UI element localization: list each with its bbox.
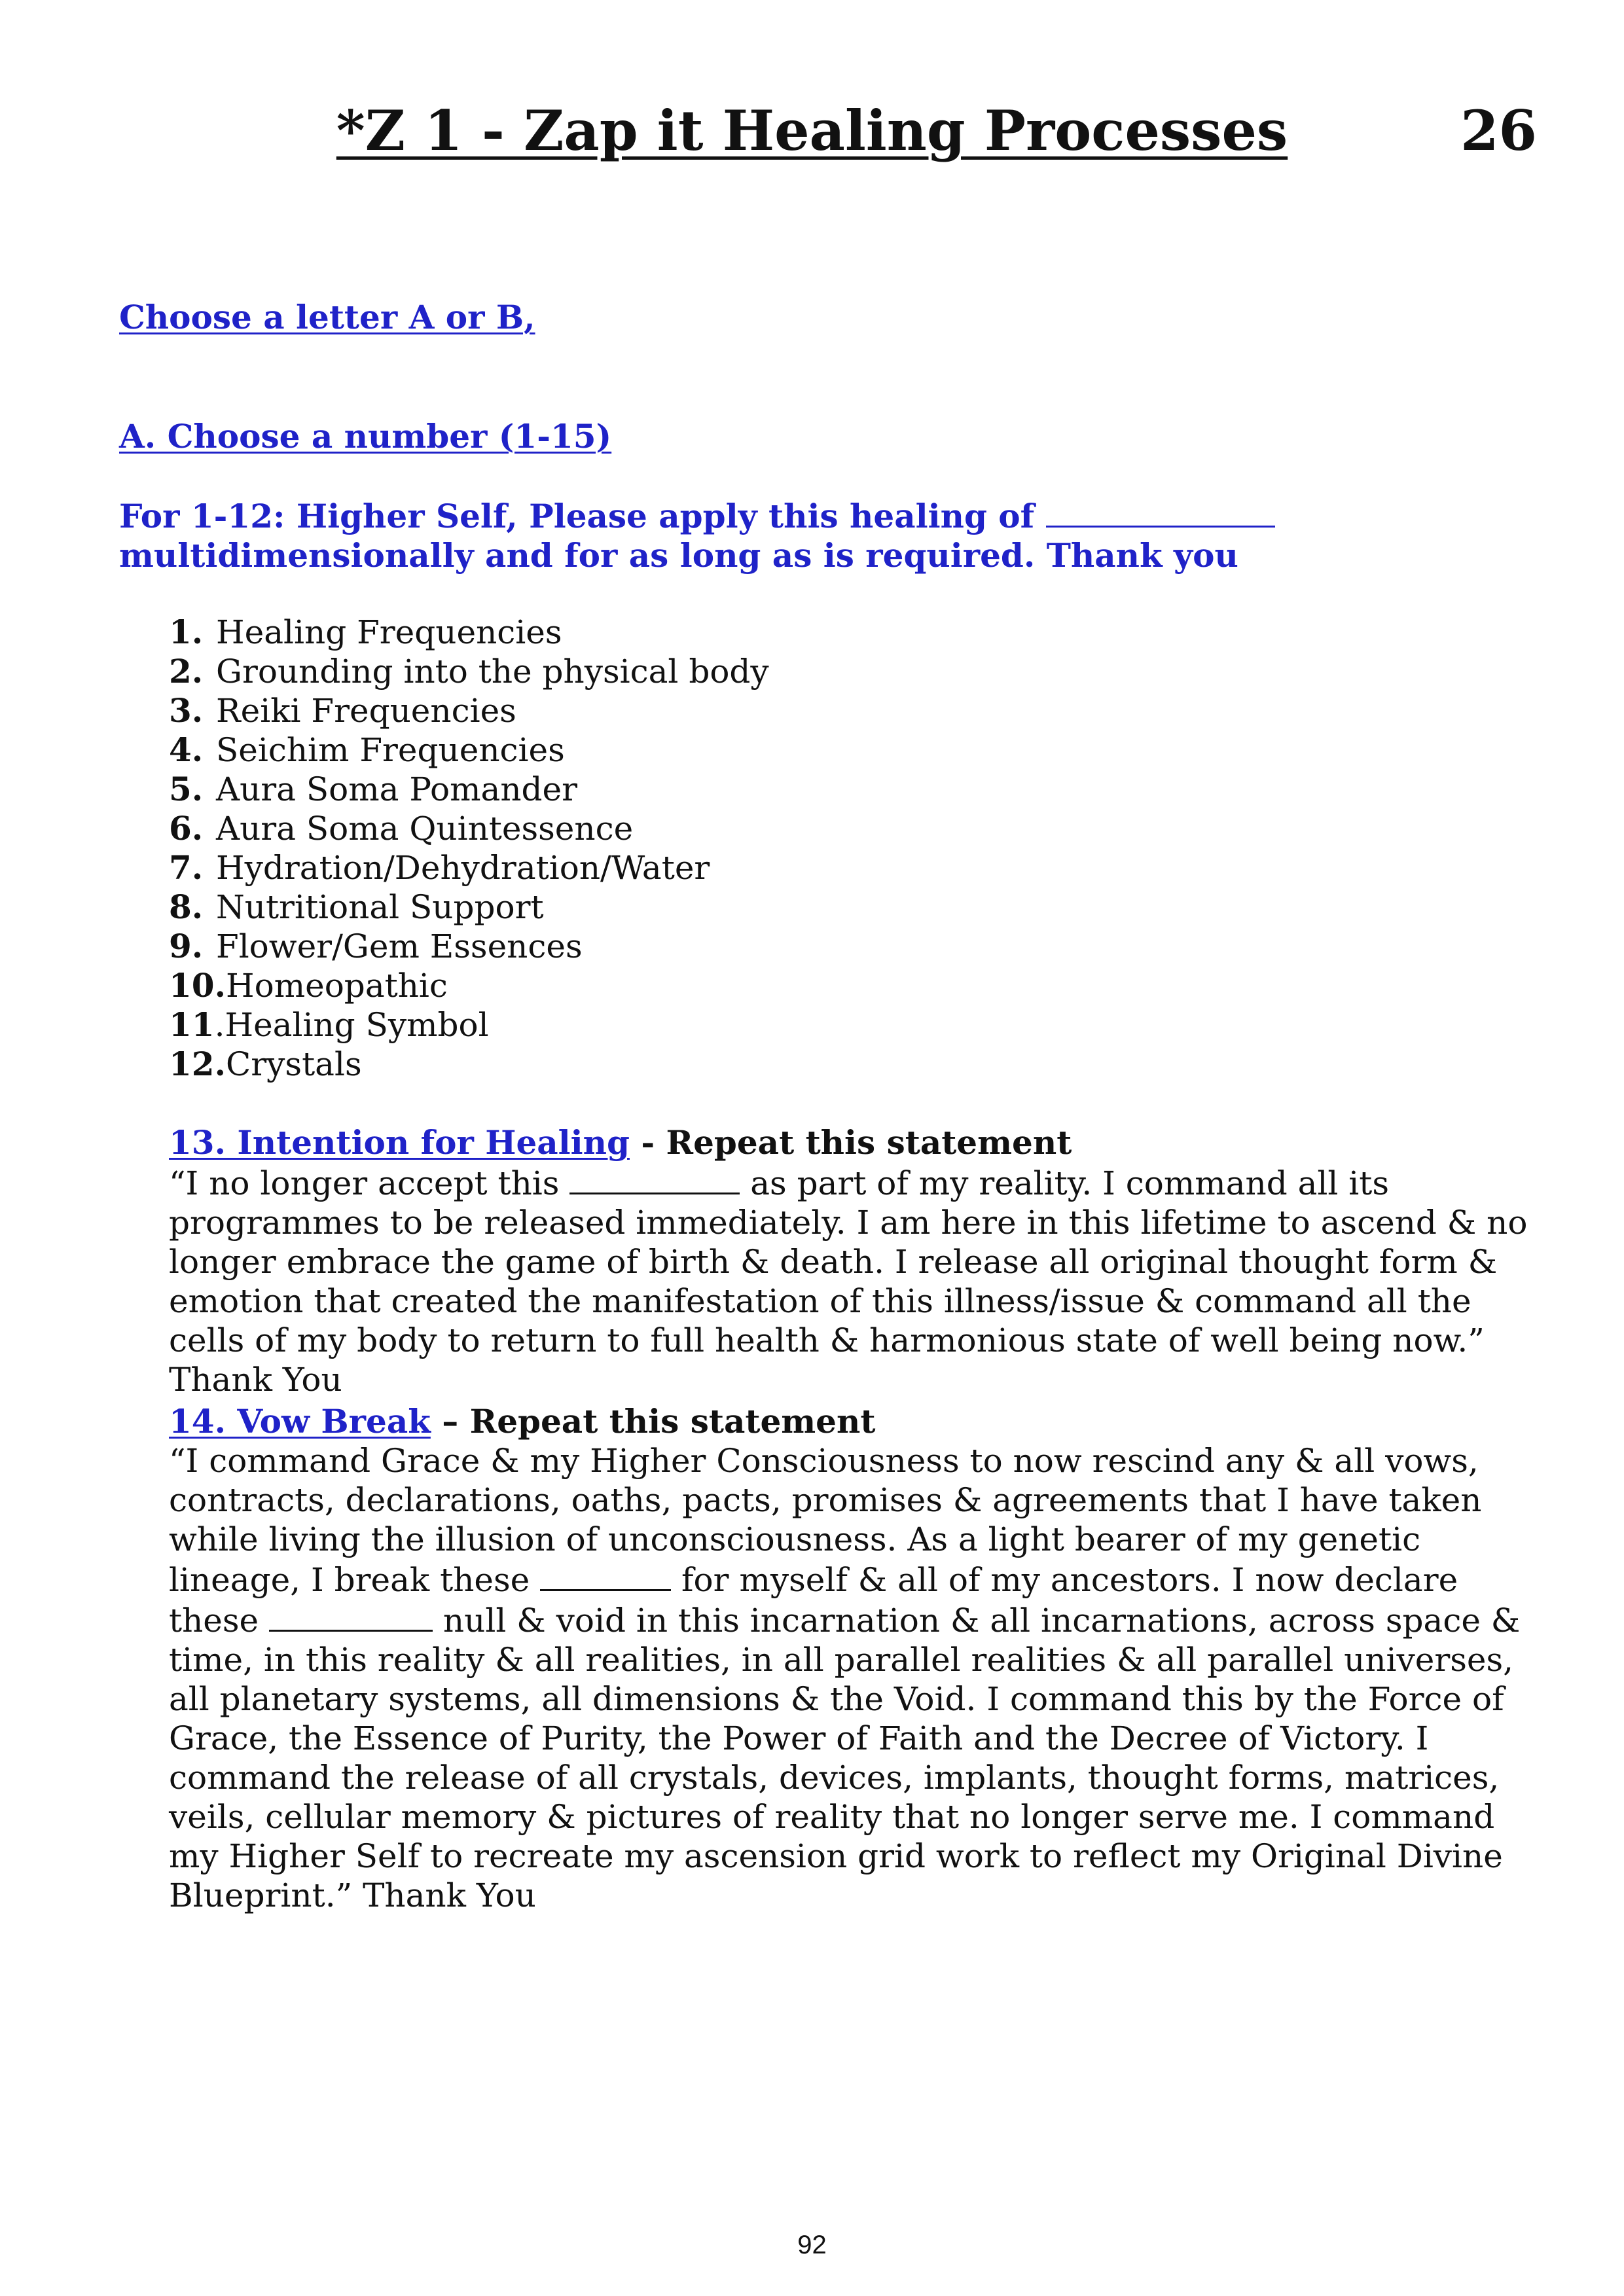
- intention-text-2: as part of my reality. I command all its programmes to be released immediately. I am here in this lifetime to ascend & no longer embrace the game of birth & death. I release all original thought form & emotion that created the manifestation of this illness/issue & command all the cells of my body to return to full health & harmonious state of well being now.” Thank You: [169, 1164, 1528, 1399]
- list-item-number: 9.: [169, 927, 204, 965]
- vow-break-heading-suffix: – Repeat this statement: [430, 1402, 876, 1441]
- list-item: [169, 770, 769, 809]
- list-item-label: Crystals: [226, 1045, 362, 1083]
- list-item-number: 11: [169, 1005, 215, 1044]
- list-item-number: 5.: [169, 770, 204, 808]
- instruction-text-2: multidimensionally and for as long as is required. Thank you: [119, 536, 1238, 575]
- list-item: [169, 888, 769, 927]
- choose-number-link[interactable]: A. Choose a number (1-15): [119, 417, 612, 456]
- list-item-number: 10.: [169, 966, 226, 1005]
- list-item-number: 2.: [169, 652, 204, 691]
- vow-break-text-3: null & void in this incarnation & all incarnations, across space & time, in this reality & all realities, in all parallel realities & all parallel universes, all planetary systems, all dimensions & the Void. I command this by the Force of Grace, the Essence of Purity, the Power of Faith and the Decree of Victory. I command the release of all crystals, devices, implants, thought forms, matrices, veils, cellular memory & pictures of reality that no longer serve me. I command my Higher Self to recreate my ascension grid work to reflect my Original Divine Blueprint.” Thank You: [169, 1602, 1521, 1914]
- list-item: [169, 809, 769, 848]
- instruction-blank: [1046, 494, 1275, 528]
- list-item-number: 8.: [169, 888, 204, 926]
- vow-break-section: [169, 1402, 1537, 1915]
- list-item: [169, 1045, 769, 1084]
- list-item-label: .Healing Symbol: [214, 1006, 489, 1044]
- list-item: [169, 691, 769, 730]
- list-item-label: Reiki Frequencies: [216, 692, 516, 730]
- intention-heading-suffix: - Repeat this statement: [629, 1123, 1072, 1162]
- page-title: *Z 1 - Zap it Healing Processes: [336, 98, 1288, 163]
- vow-break-link[interactable]: 14. Vow Break: [169, 1402, 431, 1441]
- intention-for-healing-section: [169, 1123, 1537, 1399]
- list-item-label: Grounding into the physical body: [216, 653, 769, 691]
- list-item: [169, 927, 769, 966]
- list-item-label: Flower/Gem Essences: [216, 927, 583, 965]
- list-item: [169, 848, 769, 888]
- vow-break-statement: [169, 1441, 1537, 1915]
- list-item-label: Homeopathic: [226, 967, 448, 1005]
- list-item-label: Healing Frequencies: [216, 613, 562, 651]
- list-item-label: Hydration/Dehydration/Water: [216, 849, 710, 887]
- intention-text-1: “I no longer accept this: [169, 1164, 570, 1202]
- list-item-label: Seichim Frequencies: [216, 731, 565, 769]
- list-item-number: 4.: [169, 730, 204, 769]
- intention-blank: [569, 1162, 740, 1194]
- list-item-number: 7.: [169, 848, 204, 887]
- list-item: [169, 613, 769, 652]
- healing-instruction: [119, 494, 1526, 575]
- list-item-number: 3.: [169, 691, 204, 730]
- footer-page-number: 92: [797, 2231, 827, 2259]
- vow-break-text-1: “I command Grace & my Higher Consciousness to now rescind any & all vows, contracts, declarations, oaths, pacts, promises & agreements that I have taken while living the illusion of unconsciousness. As a light bearer of my genetic lineage, I break these: [169, 1442, 1482, 1599]
- list-item-label: Nutritional Support: [216, 888, 544, 926]
- list-item-label: Aura Soma Pomander: [216, 770, 578, 808]
- intention-statement: [169, 1162, 1537, 1399]
- list-item: [169, 966, 769, 1005]
- vow-break-blank-2: [269, 1600, 433, 1632]
- instruction-text-1: For 1-12: Higher Self, Please apply this healing of: [119, 497, 1046, 535]
- choose-letter-link[interactable]: Choose a letter A or B,: [119, 298, 535, 336]
- list-item: [169, 1005, 769, 1045]
- list-item: [169, 652, 769, 691]
- section-page-number: 26: [1460, 98, 1537, 163]
- vow-break-text-2: for myself & all of my ancestors. I now declare these: [169, 1561, 1458, 1640]
- list-item-number: 12.: [169, 1045, 226, 1083]
- list-item-number: 6.: [169, 809, 204, 848]
- list-item-label: Aura Soma Quintessence: [216, 810, 634, 848]
- intention-for-healing-link[interactable]: 13. Intention for Healing: [169, 1123, 630, 1162]
- list-item: [169, 730, 769, 770]
- healing-options-list: [169, 613, 769, 1084]
- vow-break-blank-1: [540, 1559, 671, 1591]
- list-item-number: 1.: [169, 613, 204, 651]
